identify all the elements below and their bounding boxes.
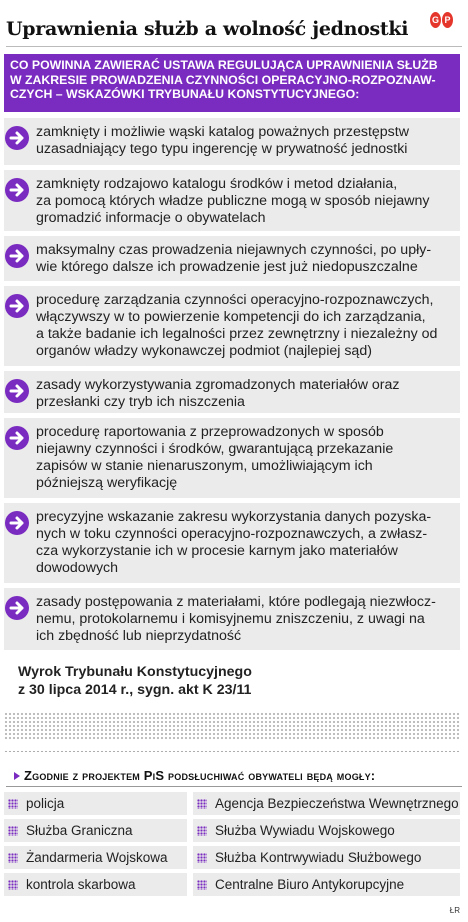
guideline-text bbox=[36, 509, 431, 577]
logo-right-letter: P bbox=[442, 12, 453, 28]
guideline-line: zapisów w stanie nienaruszonym, umożliwiającym ich bbox=[36, 458, 373, 474]
guideline-line: cza wykorzystanie ich w procesie karnym jako materiałów bbox=[36, 543, 398, 559]
service-item bbox=[4, 792, 187, 815]
banner-line: CO POWINNA ZAWIERAĆ USTAWA REGULUJĄCA UPRAWNIENIA SŁUŻB bbox=[10, 58, 438, 72]
service-label: Żandarmeria Wojskowa bbox=[26, 850, 168, 865]
guideline-line: włączywszy w to powierzenie kompetencji do ich zarządzania, bbox=[36, 309, 426, 325]
guideline-text bbox=[36, 292, 437, 360]
guideline-line: uzasadniający tego typu ingerencję w prywatność jednostki bbox=[36, 141, 408, 157]
guideline-line: zasady postępowania z materiałami, które podlegają niezwłocz- bbox=[36, 594, 436, 610]
services-subheading-text: Zgodnie z projektem PiS podsłuchiwać obywateli będą mogły: bbox=[24, 768, 376, 783]
dot-grid-icon bbox=[197, 853, 207, 863]
guideline-item bbox=[4, 588, 460, 650]
guideline-line: zamknięty i możliwie wąski katalog poważnych przestępstw bbox=[36, 124, 409, 140]
guideline-item bbox=[4, 418, 460, 498]
verdict-line-1: Wyrok Trybunału Konstytucyjnego bbox=[18, 664, 252, 680]
guideline-line: procedurę raportowania z przeprowadzonych w sposób bbox=[36, 424, 384, 440]
guideline-line: wie którego dalsze ich prowadzenie jest już niedopuszczalne bbox=[36, 259, 418, 275]
guideline-text bbox=[36, 424, 393, 492]
banner-line: W ZAKRESIE PROWADZENIA CZYNNOŚCI OPERACYJNO-ROZPOZNAW- bbox=[10, 72, 436, 87]
service-label: Służba Graniczna bbox=[26, 823, 133, 838]
author-credit: ŁR bbox=[449, 906, 460, 915]
service-label: policja bbox=[26, 796, 65, 811]
dot-grid-icon bbox=[8, 799, 18, 809]
service-item bbox=[193, 846, 460, 869]
guideline-line: dowodowych bbox=[36, 560, 119, 576]
dot-grid-icon bbox=[8, 880, 18, 890]
service-label: Centralne Biuro Antykorupcyjne bbox=[215, 877, 405, 892]
arrow-right-icon bbox=[5, 379, 29, 403]
guideline-line: zasady wykorzystywania zgromadzonych materiałów oraz bbox=[36, 377, 400, 393]
service-item bbox=[193, 819, 460, 842]
guideline-item bbox=[4, 371, 460, 413]
guideline-item bbox=[4, 170, 460, 231]
service-item bbox=[4, 873, 187, 896]
triangle-bullet-icon bbox=[14, 772, 20, 780]
service-label: Służba Kontrwywiadu Służbowego bbox=[215, 850, 422, 865]
arrow-right-icon bbox=[5, 294, 29, 318]
guideline-line: niejawny czynności i środków, gwarantującą przekazanie bbox=[36, 441, 394, 457]
guideline-line: nych w toku czynności operacyjno-rozpoznawczych, a zwłasz- bbox=[36, 526, 428, 542]
dot-grid-icon bbox=[197, 799, 207, 809]
guideline-line: maksymalny czas prowadzenia niejawnych czynności, po upły- bbox=[36, 242, 432, 258]
arrow-right-icon bbox=[5, 426, 29, 450]
section-banner bbox=[4, 54, 460, 112]
verdict-line-2: z 30 lipca 2014 r., sygn. akt K 23/11 bbox=[18, 682, 252, 698]
logo-left-letter: G bbox=[430, 12, 441, 28]
publisher-logo bbox=[430, 12, 454, 28]
service-item bbox=[4, 819, 187, 842]
services-subheading bbox=[14, 768, 375, 783]
dot-grid-icon bbox=[8, 853, 18, 863]
guideline-line: przesłanki czy tryb ich niszczenia bbox=[36, 394, 245, 410]
guideline-line: precyzyjne wskazanie zakresu wykorzystania danych pozyska- bbox=[36, 509, 432, 525]
dot-grid-icon bbox=[197, 880, 207, 890]
banner-line: CZYCH – WSKAZÓWKI TRYBUNAŁU KONSTYTUCYJNEGO: bbox=[10, 87, 360, 101]
subheading-divider bbox=[6, 786, 462, 787]
guideline-item bbox=[4, 286, 460, 366]
dotted-separator bbox=[4, 712, 460, 740]
dot-grid-icon bbox=[197, 826, 207, 836]
arrow-right-icon bbox=[5, 596, 29, 620]
guideline-item bbox=[4, 503, 460, 583]
guideline-text bbox=[36, 242, 431, 276]
guideline-item bbox=[4, 236, 460, 281]
guideline-line: a także badanie ich legalności przez zewnętrzny i niezależny od bbox=[36, 326, 438, 342]
title-divider bbox=[6, 46, 462, 47]
guideline-text bbox=[36, 377, 400, 411]
guideline-line: organów władzy wykonawczej podmiot (najlepiej sąd) bbox=[36, 343, 372, 359]
guideline-line: zamknięty rodzajowo katalogu środków i metod działania, bbox=[36, 176, 398, 192]
guideline-item bbox=[4, 118, 460, 165]
service-item bbox=[193, 873, 460, 896]
guideline-line: późniejszą weryfikację bbox=[36, 475, 178, 491]
verdict-citation bbox=[18, 663, 252, 699]
guideline-line: ich zbędność lub nieprzydatność bbox=[36, 628, 242, 644]
arrow-right-icon bbox=[5, 244, 29, 268]
dot-grid-icon bbox=[8, 826, 18, 836]
guideline-text bbox=[36, 124, 409, 158]
service-item bbox=[4, 846, 187, 869]
guideline-line: nemu, protokolarnemu i komisyjnemu zniszczeniu, z uwagi na bbox=[36, 611, 425, 627]
service-item bbox=[193, 792, 460, 815]
dotted-rule bbox=[4, 750, 460, 752]
service-label: Służba Wywiadu Wojskowego bbox=[215, 823, 395, 838]
guideline-text bbox=[36, 176, 430, 227]
service-label: Agencja Bezpieczeństwa Wewnętrznego bbox=[215, 796, 459, 811]
guideline-text bbox=[36, 594, 436, 645]
guideline-line: gromadzić informacje o obywatelach bbox=[36, 210, 266, 226]
guideline-line: za pomocą których władze publiczne mogą w sposób niejawny bbox=[36, 193, 430, 209]
arrow-right-icon bbox=[5, 126, 29, 150]
service-label: kontrola skarbowa bbox=[26, 877, 136, 892]
arrow-right-icon bbox=[5, 511, 29, 535]
arrow-right-icon bbox=[5, 178, 29, 202]
guideline-line: procedurę zarządzania czynności operacyjno-rozpoznawczych, bbox=[36, 292, 434, 308]
page-title: Uprawnienia służb a wolność jednostki bbox=[6, 18, 409, 40]
